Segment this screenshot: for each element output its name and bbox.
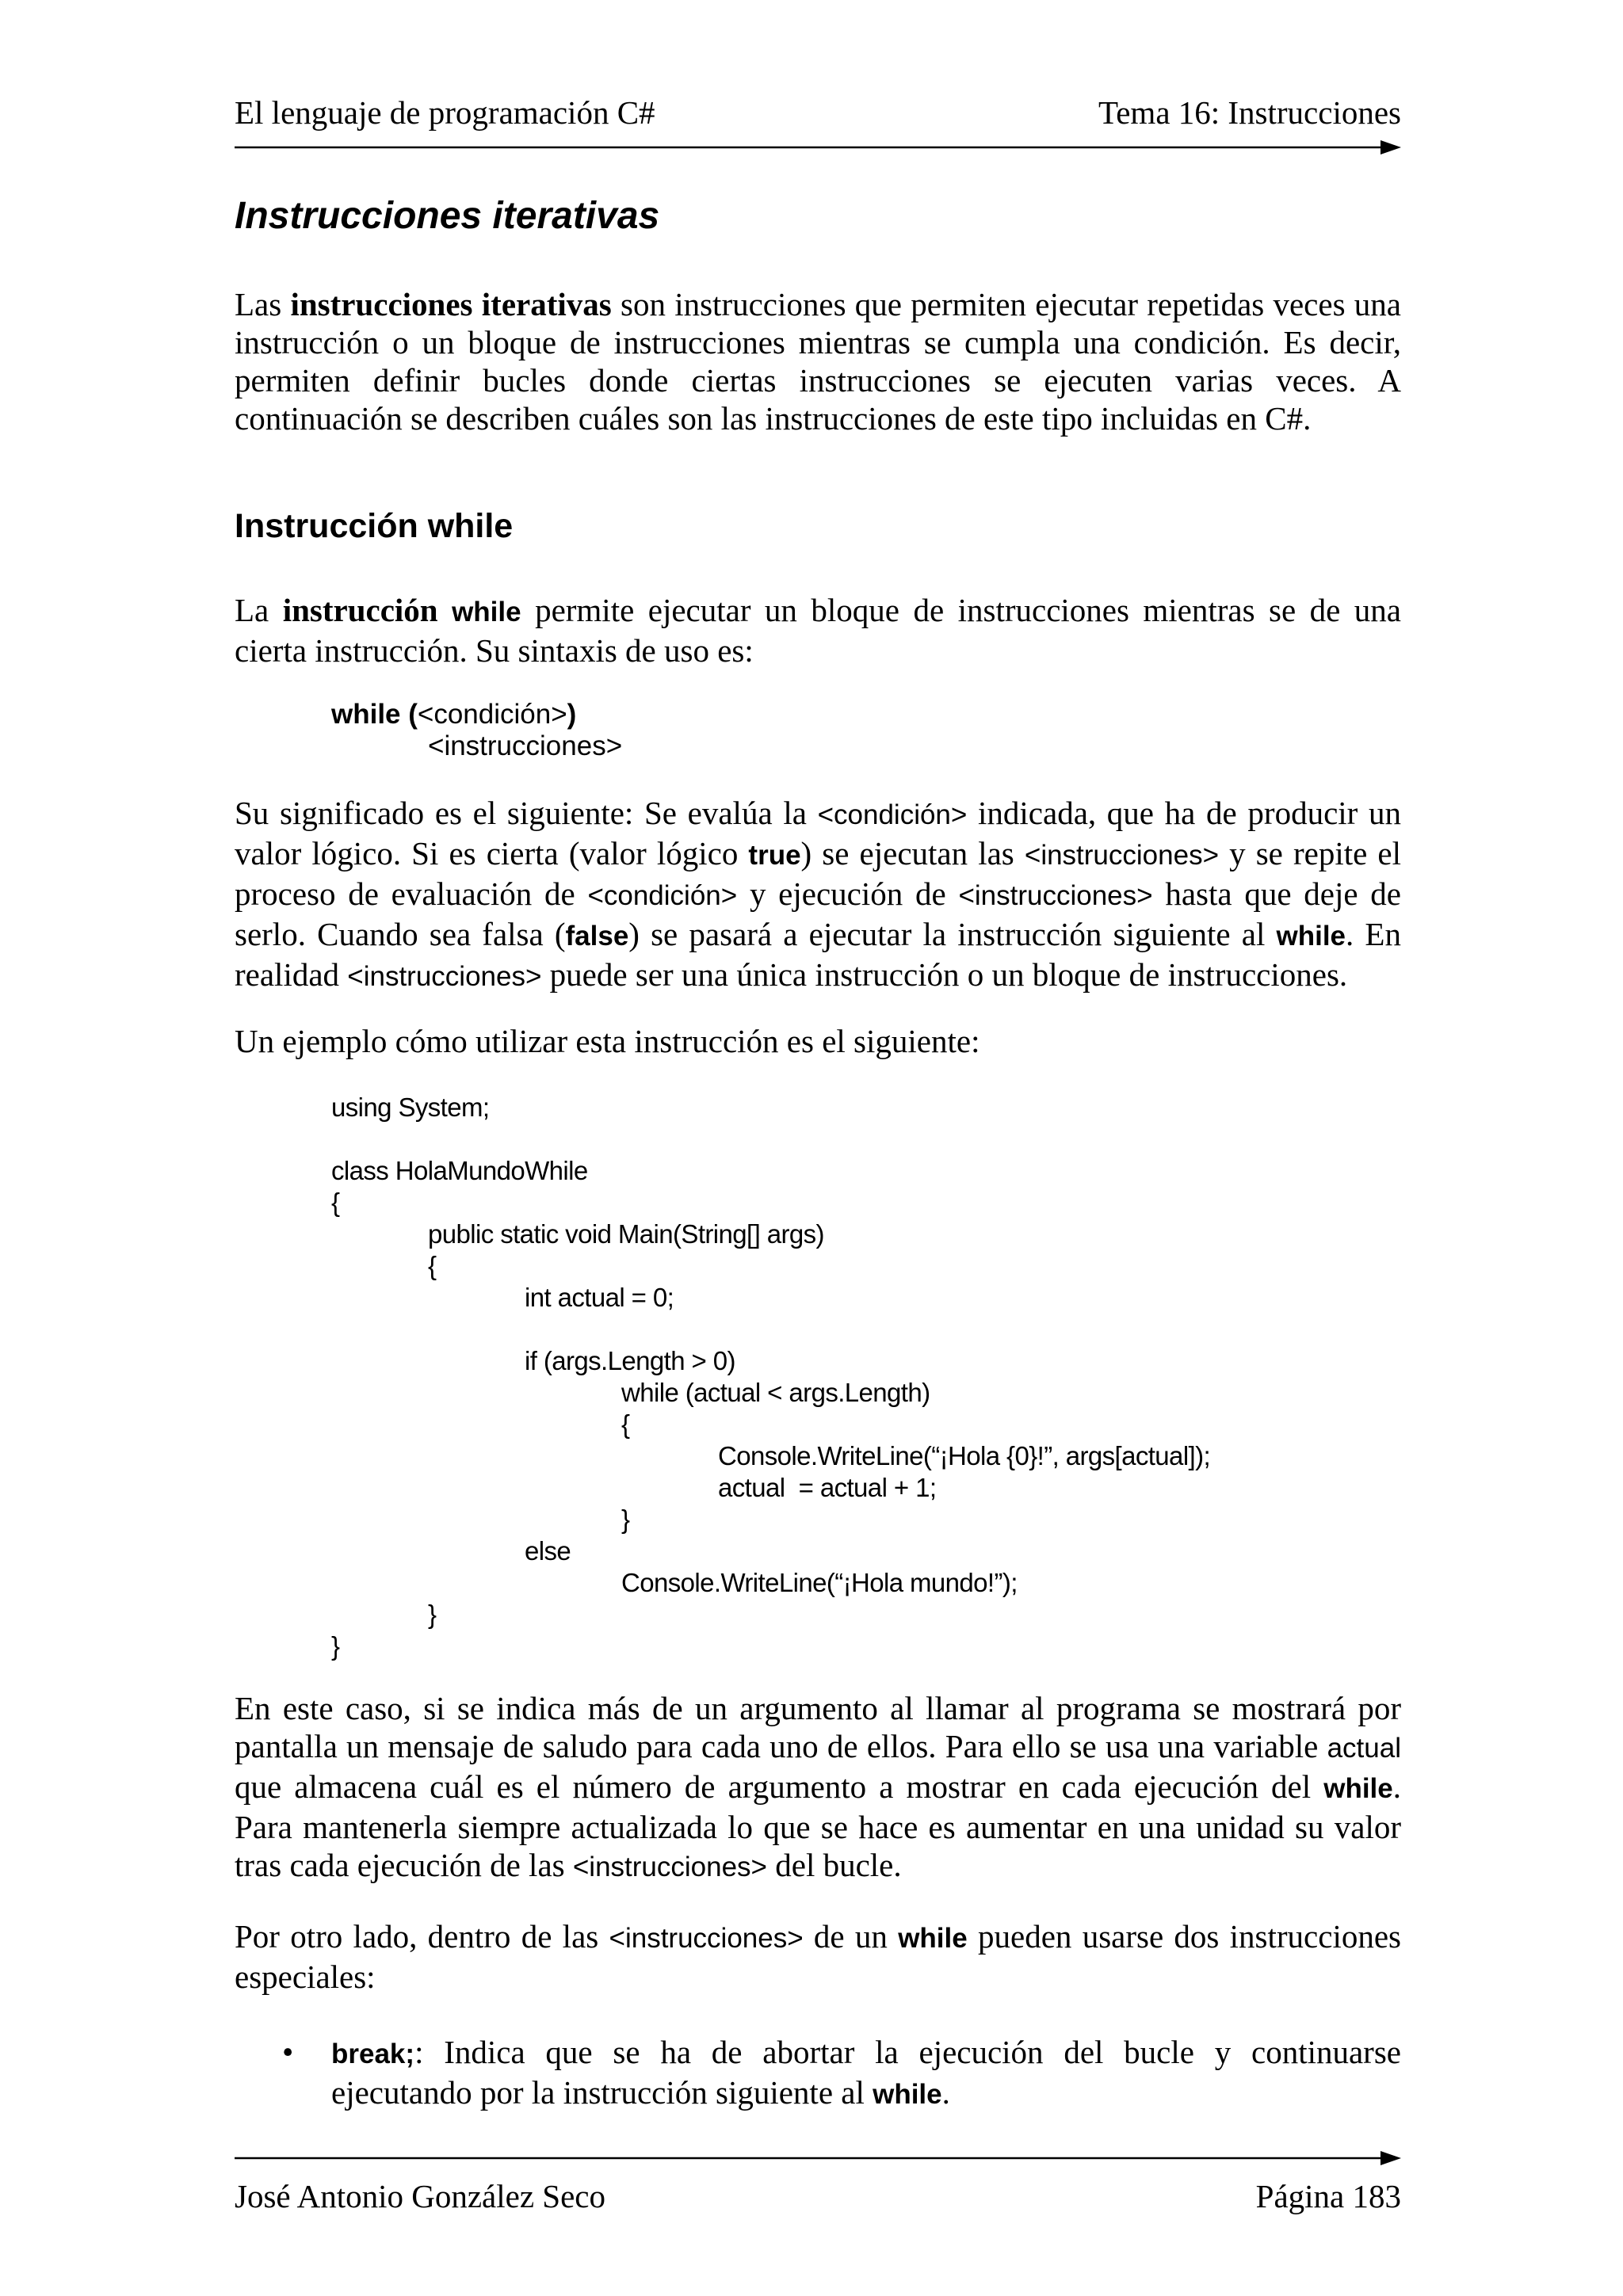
keyword-break: break; [331, 2039, 415, 2069]
example-intro-paragraph: Un ejemplo cómo utilizar esta instrucción es el siguiente: [235, 1023, 980, 1059]
syntax-line-1: while (<condición>) [331, 699, 577, 730]
code-line: } [621, 1505, 630, 1534]
document-page [235, 0, 1401, 2296]
code-line: { [331, 1188, 340, 1217]
footer-arrow-rule [235, 2149, 1401, 2168]
special-instructions-paragraph: Por otro lado, dentro de las <instrucciones> de un while pueden usarse dos instrucciones especiales: [235, 1918, 1401, 1995]
code-line: } [428, 1600, 437, 1629]
while-intro-paragraph: La instrucción while permite ejecutar un bloque de instrucciones mientras se de una cierta instrucción. Su sintaxis de uso es: [235, 592, 1401, 669]
header-chapter-title: Tema 16: Instrucciones [1098, 94, 1401, 131]
footer-page-number: Página 183 [1255, 2178, 1401, 2214]
code-line [331, 1314, 1210, 1345]
code-line: Console.WriteLine(“¡Hola {0}!”, args[actual]); [718, 1441, 1211, 1470]
syntax-line-2: <instrucciones> [428, 730, 623, 761]
code-line: } [331, 1631, 340, 1661]
keyword-while: while [452, 597, 521, 627]
while-syntax-block [331, 699, 622, 762]
code-line: while (actual < args.Length) [621, 1378, 930, 1407]
header-arrow-rule [235, 138, 1401, 157]
code-line: else [525, 1536, 571, 1566]
footer-author: José Antonio González Seco [235, 2178, 605, 2214]
intro-paragraph: Las instrucciones iterativas son instrucciones que permiten ejecutar repetidas veces una instrucción o un bloque de instrucciones mientras se cumpla una condición. Es decir, permiten definir bucles donde ciertas instrucciones se ejecuten varias veces. A continuación se describen cuáles son las instrucciones de este tipo incluidas en C#. [235, 286, 1401, 437]
code-line: { [621, 1409, 630, 1439]
bullet-marker: • [282, 2034, 294, 2070]
meaning-paragraph: Su significado es el siguiente: Se evalúa la <condición> indicada, que ha de producir un valor lógico. Si es cierta (valor lógico true) se ejecutan las <instrucciones> y se repite el proceso de evaluación de <condición> y ejecución de <instrucciones> hasta que deje de serlo. Cuando sea falsa (false) se pasará a ejecutar la instrucción siguiente al while. En realidad <instrucciones> puede ser una única instrucción o un bloque de instrucciones. [235, 795, 1401, 993]
code-line: using System; [331, 1093, 490, 1122]
header-book-title: El lenguaje de programación C# [235, 94, 655, 131]
code-line: Console.WriteLine(“¡Hola mundo!”); [621, 1568, 1018, 1597]
bullet-item-break: break;: Indica que se ha de abortar la ejecución del bucle y continuarse ejecutando por la instrucción siguiente al while. [331, 2034, 1401, 2111]
code-example-block [331, 1092, 1210, 1662]
code-line: if (args.Length > 0) [525, 1346, 735, 1375]
section-title: Instrucciones iterativas [235, 195, 660, 237]
explanation-paragraph: En este caso, si se indica más de un argumento al llamar al programa se mostrará por pantalla un mensaje de saludo para cada uno de ellos. Para ello se usa una variable actual que almacena cuál es el número de argumento a mostrar en cada ejecución del while. Para mantenerla siempre actualizada lo que se hace es aumentar en una unidad su valor tras cada ejecución de las <instrucciones> del bucle. [235, 1690, 1401, 1883]
code-line: public static void Main(String[] args) [428, 1219, 824, 1249]
code-line: { [428, 1251, 437, 1280]
subsection-title: Instrucción while [235, 507, 514, 545]
code-line [331, 1123, 1210, 1155]
code-line: actual = actual + 1; [718, 1473, 937, 1502]
code-line: class HolaMundoWhile [331, 1156, 588, 1185]
variable-actual: actual [1327, 1733, 1401, 1764]
code-line: int actual = 0; [525, 1283, 674, 1312]
term-instrucciones-iterativas: instrucciones iterativas [290, 286, 612, 322]
